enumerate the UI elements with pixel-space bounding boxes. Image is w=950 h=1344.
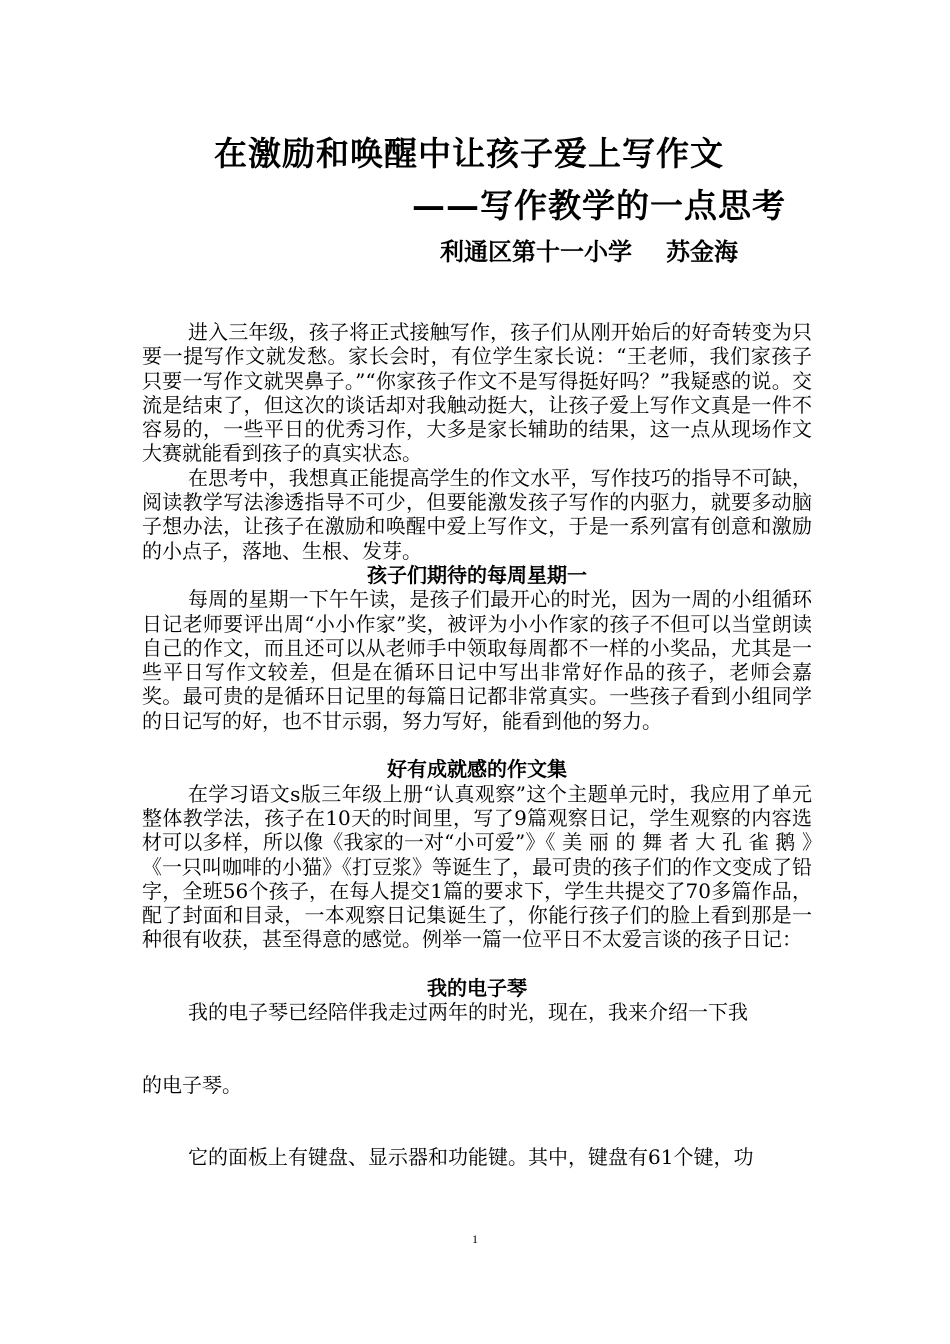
author-name: 苏金海 [666, 237, 738, 266]
paragraph-piano-intro-cont: 的电子琴。 [142, 1072, 242, 1097]
section-heading-monday: 孩子们期待的每周星期一 [367, 562, 587, 587]
paragraph-monday: 每周的星期一下午午读，是孩子们最开心的时光，因为一周的小组循环日记老师要评出周“小小作家”奖，被评为小小作家的孩子不但可以当堂朗读自己的作文，而且还可以从老师手中领取每周都不一样的小奖品，尤其是一些平日写作文较差，但是在循环日记中写出非常好作品的孩子，老师会嘉奖。最可贵的是循环日记里的每篇日记都非常真实。一些孩子看到小组同学的日记写的好，也不甘示弱，努力写好，能看到他的努力。 [142, 587, 812, 733]
paragraph-thinking: 在思考中，我想真正能提高学生的作文水平，写作技巧的指导不可缺，阅读教学写法渗透指导不可少，但要能激发孩子写作的内驱力，就要多动脑子想办法，让孩子在激励和唤醒中爱上写作文，于是一系列富有创意和激励的小点子，落地、生根、发芽。 [142, 465, 812, 563]
paragraph-collection: 在学习语文s版三年级上册“认真观察”这个主题单元时，我应用了单元整体教学法，孩子在10天的时间里，写了9篇观察日记，学生观察的内容选材可以多样，所以像《我家的一对“小可爱”》《 美 丽 的 舞 者 大 孔 雀 鹅 》《一只叫咖啡的小猫》《打豆浆》等诞生了，最可贵的孩子们的作文变成了铅字，全班56个孩子，在每人提交1篇的要求下，学生共提交了70多篇作品，配了封面和目录，一本观察日记集诞生了，你能行孩子们的脸上看到那是一种很有收获，甚至得意的感觉。例举一篇一位平日不太爱言谈的孩子日记： [142, 781, 812, 952]
section-heading-piano: 我的电子琴 [427, 976, 527, 1001]
document-subtitle: ——写作教学的一点思考 [412, 186, 786, 225]
author-school: 利通区第十一小学 [440, 237, 632, 266]
paragraph-intro: 进入三年级，孩子将正式接触写作，孩子们从刚开始后的好奇转变为只要一提写作文就发愁。家长会时，有位学生家长说：“王老师，我们家孩子只要一写作文就哭鼻子。”“你家孩子作文不是写得挺好吗？”我疑惑的说。交流是结束了，但这次的谈话却对我触动挺大，让孩子爱上写作文真是一件不容易的，一些平日的优秀习作，大多是家长辅助的结果，这一点从现场作文大赛就能看到孩子的真实状态。 [142, 320, 812, 466]
paragraph-piano-panel: 它的面板上有键盘、显示器和功能键。其中，键盘有61个键，功 [188, 1144, 754, 1169]
document-title: 在激励和唤醒中让孩子爱上写作文 [214, 134, 724, 173]
page-number: 1 [472, 1232, 478, 1246]
document-body [142, 320, 812, 1169]
author-line [440, 232, 738, 267]
section-heading-collection: 好有成就感的作文集 [387, 757, 567, 782]
paragraph-piano-intro: 我的电子琴已经陪伴我走过两年的时光，现在，我来介绍一下我 [188, 1000, 748, 1025]
